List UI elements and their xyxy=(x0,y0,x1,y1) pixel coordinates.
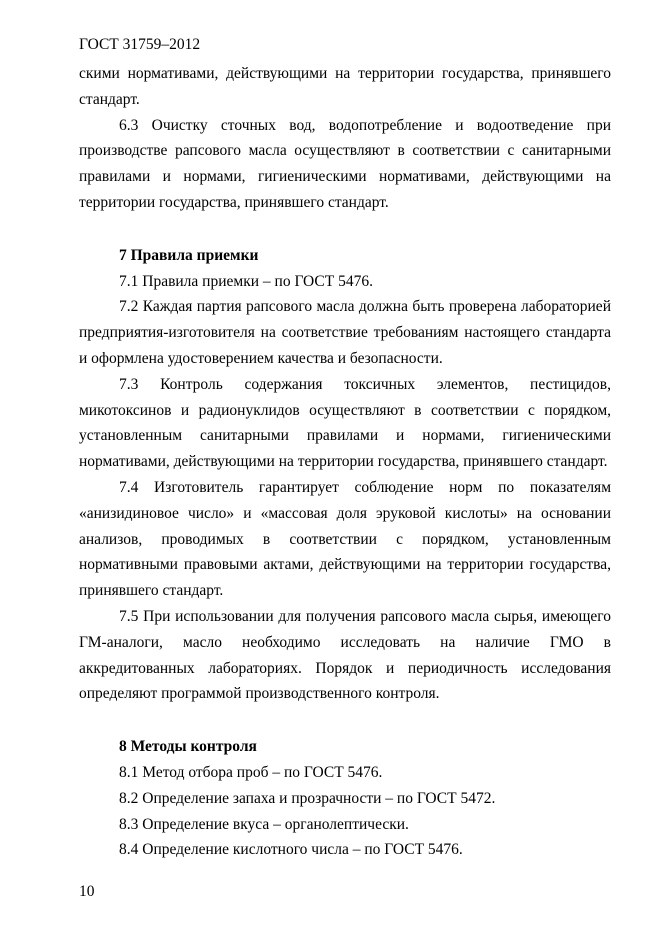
paragraph-8-1: 8.1 Метод отбора проб – по ГОСТ 5476. xyxy=(119,763,383,781)
section-7-heading: 7 Правила приемки xyxy=(119,246,259,264)
paragraph-7-1: 7.1 Правила приемки – по ГОСТ 5476. xyxy=(119,272,373,290)
paragraph-8-2: 8.2 Определение запаха и прозрачности – по ГОСТ 5472. xyxy=(119,789,496,807)
paragraph-7-3: 7.3 Контроль содержания токсичных элементов, пестицидов, микотоксинов и радионуклидов осуществляют в соответствии с порядком, установленным санитарными правилами и нормами, гигиеническими нормативами, действующими на территории государства, принявшего стандарт. xyxy=(79,375,611,471)
document-header: ГОСТ 31759–2012 xyxy=(79,36,201,53)
paragraph-8-3: 8.3 Определение вкуса – органолептически. xyxy=(119,815,409,833)
paragraph-7-2: 7.2 Каждая партия рапсового масла должна быть проверена лабораторией предприятия-изготовителя на соответствие требованиям настоящего стандарта и оформлена удостоверением качества и безопасности. xyxy=(79,298,611,367)
document-body xyxy=(79,61,611,863)
section-8-heading: 8 Методы контроля xyxy=(119,738,257,756)
paragraph-6-3: 6.3 Очистку сточных вод, водопотребление и водоотведение при производстве рапсового масла осуществляют в соответствии с санитарными правилами и нормами, гигиеническими нормативами, действующими на территории государства, принявшего стандарт. xyxy=(79,116,611,211)
page-number: 10 xyxy=(79,883,95,900)
paragraph-7-4: 7.4 Изготовитель гарантирует соблюдение норм по показателям «анизидиновое число» и «массовая доля эруковой кислоты» на основании анализов, проводимых в соответствии с порядком, установленным нормативными правовыми актами, действующими на территории государства, принявшего стандарт. xyxy=(79,478,611,600)
section-spacer xyxy=(79,707,611,734)
paragraph-7-5: 7.5 При использовании для получения рапсового масла сырья, имеющего ГМ-аналоги, масло необходимо исследовать на наличие ГМО в аккредитованных лабораториях. Порядок и периодичность исследования определяют программой производственного контроля. xyxy=(79,607,611,703)
paragraph-continuation: скими нормативами, действующими на территории государства, принявшего стандарт. xyxy=(79,65,611,108)
section-spacer xyxy=(79,216,611,243)
paragraph-8-4: 8.4 Определение кислотного числа – по ГОСТ 5476. xyxy=(119,841,463,859)
